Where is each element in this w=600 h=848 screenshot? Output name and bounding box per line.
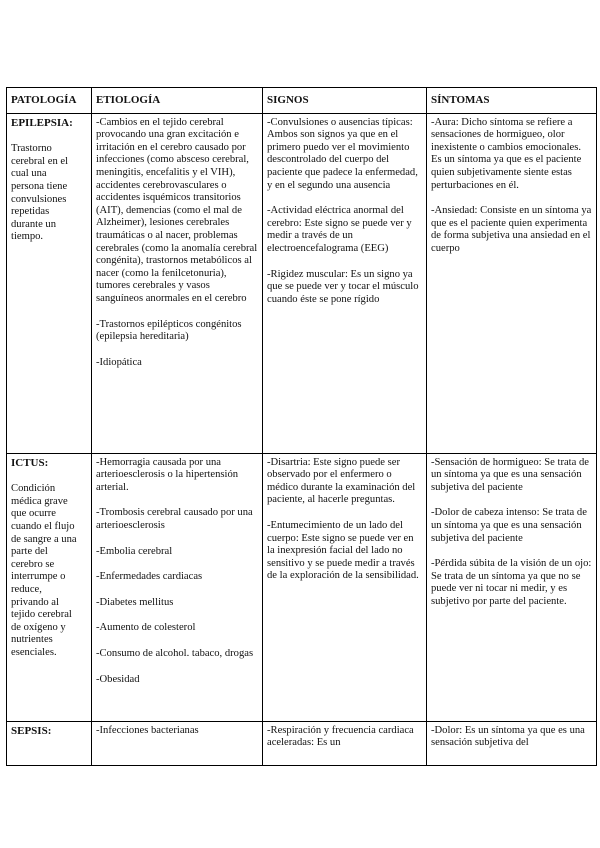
- signo-item: -Actividad eléctrica anormal del cerebro: Este signo se puede ver y medir a través de un electroencefalograma (EEG): [267, 205, 412, 254]
- sintoma-item: -Ansiedad: Consiste en un síntoma ya que es el paciente quien experimenta de forma subjetiva una ansiedad en el cuerpo: [431, 205, 592, 254]
- cell-etiologia: [92, 453, 263, 721]
- pathology-description: Condición médica grave que ocurre cuando el flujo de sangre a una parte del cerebro se interrumpe o reduce, privando al tejido cerebral de oxígeno y nutrientes esenciales.: [11, 483, 77, 658]
- cell-etiologia: [92, 721, 263, 765]
- etiologia-item: -Idiopática: [96, 356, 142, 368]
- cell-sintomas: [427, 721, 597, 765]
- pathology-name: ICTUS:: [11, 456, 49, 469]
- pathology-name: SEPSIS:: [11, 724, 52, 737]
- header-sintomas: SÍNTOMAS: [427, 88, 597, 114]
- etiologia-item: -Infecciones bacterianas: [96, 724, 199, 736]
- signo-item: -Rigidez muscular: Es un signo ya que se puede ver y tocar el músculo cuando éste se pone rígido: [267, 268, 419, 305]
- header-patologia: PATOLOGÍA: [7, 88, 92, 114]
- table-row-sepsis: [7, 721, 597, 765]
- cell-sintomas: [427, 453, 597, 721]
- cell-signos: [263, 113, 427, 453]
- sintoma-item: -Aura: Dicho síntoma se refiere a sensaciones de hormigueo, olor inexistente o cambios emocionales. Es un síntoma ya que es el paciente quien subjetivamente siente estas perturbaciones en él.: [431, 116, 582, 191]
- etiologia-item: -Cambios en el tejido cerebral provocando una gran excitación e irritación en el cerebro causado por infecciones (como absceso cerebral, meningitis, encefalitis y el VIH), accidentes cerebrovasculares o accidentes isquémicos transitorios (AIT), demencias (como el mal de Alzheimer), lesiones cerebrales traumáticas o al nacer, problemas cerebrales (como la anomalía cerebral congénita), trastornos metabólicos al nacer (como la fenilcetonuria), tumores cerebrales y vasos sanguíneos anormales en el cerebro: [96, 116, 258, 304]
- header-signos: SIGNOS: [263, 88, 427, 114]
- signo-item: -Entumecimiento de un lado del cuerpo: Este signo se puede ver en la inexpresión facial del lado no sensitivo y se puede medir a través de la exploración de la sensibilidad.: [267, 519, 419, 582]
- etiologia-item: -Consumo de alcohol. tabaco, drogas: [96, 647, 254, 659]
- sintoma-item: -Dolor de cabeza intenso: Se trata de un síntoma ya que es una sensación subjetiva del paciente: [431, 507, 587, 544]
- etiologia-item: -Aumento de colesterol: [96, 622, 196, 634]
- cell-sintomas: [427, 113, 597, 453]
- pathology-table: [6, 87, 597, 766]
- cell-signos: [263, 721, 427, 765]
- etiologia-item: -Hemorragia causada por una arterioesclerosis o la hipertensión arterial.: [96, 456, 239, 493]
- header-etiologia: ETIOLOGÍA: [92, 88, 263, 114]
- pathology-description: Trastorno cerebral en el cual una persona tiene convulsiones repetidas durante un tiempo.: [11, 143, 69, 243]
- etiologia-item: -Embolia cerebral: [96, 545, 173, 557]
- table-header-row: [7, 88, 597, 114]
- cell-signos: [263, 453, 427, 721]
- signo-item: -Disartria: Este signo puede ser observado por el enfermero o médico durante la examinación del paciente, al hacerle preguntas.: [267, 456, 416, 506]
- etiologia-item: -Diabetes mellitus: [96, 596, 174, 608]
- table-row-ictus: [7, 453, 597, 721]
- sintoma-item: -Sensación de hormigueo: Se trata de un síntoma ya que es una sensación subjetiva del paciente: [431, 456, 589, 493]
- sintoma-item: -Dolor: Es un síntoma ya que es una sensación subjetiva del: [431, 724, 585, 749]
- etiologia-item: -Enfermedades cardiacas: [96, 571, 203, 583]
- signo-item: -Respiración y frecuencia cardiaca aceleradas: Es un: [267, 724, 414, 749]
- cell-patologia: [7, 453, 92, 721]
- cell-patologia: [7, 721, 92, 765]
- signo-item: -Convulsiones o ausencias típicas: Ambos son signos ya que en el primero puedo ver el movimiento descontrolado del cuerpo del paciente que padece la enfermedad, y en el segundo una ausencia: [267, 116, 418, 191]
- sintoma-item: -Pérdida súbita de la visión de un ojo: Se trata de un síntoma ya que no se puede ver ni tocar ni medir, y es subjetivo por parte del paciente.: [431, 558, 592, 607]
- etiologia-item: -Obesidad: [96, 673, 140, 685]
- etiologia-item: -Trastornos epilépticos congénitos (epilepsia hereditaria): [96, 318, 242, 343]
- table-row-epilepsia: [7, 113, 597, 453]
- cell-patologia: [7, 113, 92, 453]
- etiologia-item: -Trombosis cerebral causado por una arterioesclerosis: [96, 507, 253, 531]
- pathology-name: EPILEPSIA:: [11, 116, 73, 129]
- cell-etiologia: [92, 113, 263, 453]
